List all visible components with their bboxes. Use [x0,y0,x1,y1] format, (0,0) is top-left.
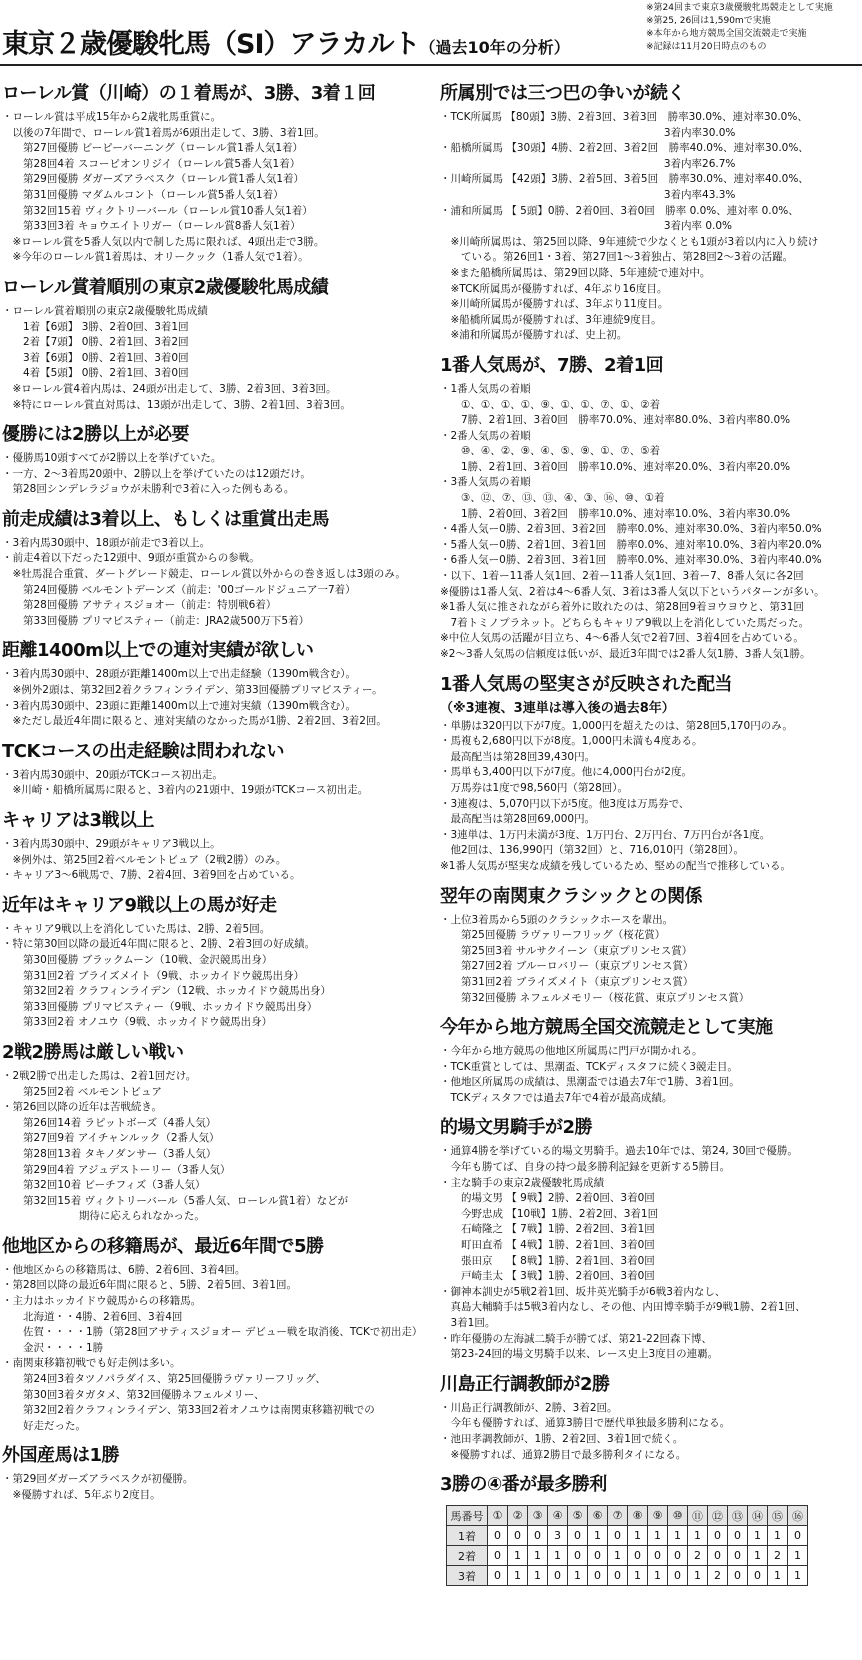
count-cell: 0 [488,1526,508,1546]
count-cell: 0 [588,1566,608,1586]
text-line: ・特に第30回以降の最近4年間に限ると、2勝、2着3回の好成績。 [2,938,316,951]
table-row [447,1566,808,1586]
text-line: 第32回15着 ヴィクトリーバール（5番人気、ローレル賞1着）などが [2,1194,349,1207]
section [2,1235,428,1435]
section [440,354,860,663]
section [2,639,428,729]
count-cell: 1 [768,1526,788,1546]
text-line: ※川崎所属馬は、第25回以降、9年連続で少なくとも1頭が3着以内に入り続け [440,235,819,248]
count-cell: 0 [568,1546,588,1566]
count-cell: 0 [548,1566,568,1586]
text-line: ①、①、①、①、⑨、①、①、⑦、①、②着 [440,398,661,411]
text-line: ※ローレル賞4着内馬は、24頭が出走して、3勝、2着3回、3着3回。 [2,382,337,395]
text-line: ※例外2頭は、第32回2着クラフィンライデン、第33回優勝プリマビスティー。 [2,684,383,697]
gate-number-header: ⑩ [668,1506,688,1526]
text-line: ・第29回ダガーズアラベスクが初優勝。 [2,1473,194,1486]
gate-number-header: ⑦ [608,1506,628,1526]
gate-count-table [446,1505,808,1586]
text-line: ・以下、1着ー11番人気1回、2着ー11番人気1回、3着ー7、8番人気に各2回 [440,570,804,583]
text-line: ・船橋所属馬 【30頭】4勝、2着2回、3着2回 勝率40.0%、連対率30.0%、 [440,142,809,155]
count-cell: 0 [708,1546,728,1566]
text-line: 石崎隆之 【 7戦】1勝、2着2回、3着1回 [440,1223,655,1236]
count-cell: 1 [588,1526,608,1546]
count-cell: 1 [548,1546,568,1566]
count-cell: 1 [508,1566,528,1586]
count-cell: 0 [528,1526,548,1546]
table-body [447,1526,808,1586]
count-cell: 1 [568,1566,588,1586]
text-line: ・3着内馬30頭中、20頭がTCKコース初出走。 [2,768,223,781]
count-cell: 1 [688,1526,708,1546]
section-heading: 外国産馬は1勝 [2,1445,120,1467]
text-line: ・池田孝調教師が、1勝、2着2回、3着1回で続く。 [440,1432,684,1445]
count-cell: 0 [668,1566,688,1586]
count-cell: 0 [608,1526,628,1546]
count-cell: 0 [568,1526,588,1546]
text-line: ・他地区からの移籍馬は、6勝、2着6回、3着4回。 [2,1263,246,1276]
text-line: ※例外は、第25回2着ベルモントビュア（2戦2勝）のみ。 [2,853,287,866]
title-main: 東京２歳優駿牝馬（SI）アラカルト [2,29,420,60]
title-sub: （過去10年の分析） [419,38,570,57]
text-line: ※川崎所属馬が優勝すれば、3年ぶり11度目。 [440,298,669,311]
count-cell: 1 [528,1566,548,1586]
count-cell: 0 [748,1566,768,1586]
section [440,1373,860,1463]
text-line: ※川崎・船橋所属馬に限ると、3着内の21頭中、19頭がTCKコース初出走。 [2,784,369,797]
count-cell: 0 [788,1526,808,1546]
text-line: 第30回優勝 ブラックムーン（10戦、金沢競馬出身） [2,953,273,966]
text-line: 1着【6頭】 3勝、2着0回、3着1回 [2,320,189,333]
section [2,894,428,1031]
count-cell: 0 [728,1566,748,1586]
text-line: 第24回優勝 ベルモントデーンズ（前走：'00ゴールドジュニア一7着） [2,583,356,596]
text-line: 真島大輔騎手は5戦3着内なし、その他、内田博幸騎手が9戦1勝、2着1回、 [440,1301,806,1314]
text-line: 第31回2着 ブライズメイト（9戦、ホッカイドウ競馬出身） [2,969,305,982]
text-line: 第25回優勝 ラヴァリーフリッグ（桜花賞） [440,929,666,942]
gate-number-header: ⑮ [768,1506,788,1526]
text-line: 3着内率30.0% [440,126,736,139]
text-line: ・第26回以降の近年は苦戦続き。 [2,1101,162,1114]
text-line: 第30回3着タガタメ、第32回優勝ネフェルメリー、 [2,1388,265,1401]
text-line: ・第28回以降の最近6年間に限ると、5勝、2着5回、3着1回。 [2,1279,297,1292]
text-line: ・3連単は、1万円未満が3度、1万円台、2万円台、7万円台が各1度。 [440,828,771,841]
text-line: ・川島正行調教師が、2勝、3着2回。 [440,1401,618,1414]
section-heading: 川島正行調教師が2勝 [440,1373,610,1395]
count-cell: 2 [708,1566,728,1586]
table-header-row [447,1506,808,1526]
text-line: 第28回シンデレラジョウが未勝利で3着に入った例もある。 [2,483,295,496]
text-line: ・2戦2勝で出走した馬は、2着1回だけ。 [2,1069,197,1082]
section-heading: 前走成績は3着以上、もしくは重賞出走馬 [2,508,330,530]
text-line: ・3着内馬30頭中、18頭が前走で3着以上。 [2,536,211,549]
section-heading: ローレル賞着順別の東京2歳優駿牝馬成績 [2,276,329,298]
table-row [447,1546,808,1566]
text-line: ・馬単も3,400円以下が7度。他に4,000円台が2度。 [440,766,692,779]
text-line: ・3着内馬30頭中、29頭がキャリア3戦以上。 [2,838,221,850]
text-line: 他2回は、136,990円（第32回）と、716,010円（第28回）。 [440,844,744,857]
count-cell: 1 [528,1546,548,1566]
count-cell: 3 [548,1526,568,1546]
gate-number-header: ⑬ [728,1506,748,1526]
text-line: 佐賀・・・・1勝（第28回アサティスジョオー デビュー戦を取消後、TCKで初出走） [2,1326,423,1339]
section-heading: 優勝には2勝以上が必要 [2,424,190,446]
text-line: ・一方、2〜3着馬20頭中、2勝以上を挙げていたのは12頭だけ。 [2,467,311,480]
right-sections [440,82,860,1463]
count-cell: 1 [508,1546,528,1566]
text-line: ・主力はホッカイドウ競馬からの移籍馬。 [2,1295,202,1308]
text-line: ・上位3着馬から5頭のクラシックホースを輩出。 [440,913,674,926]
text-line: 第31回2着 ブライズメイト（東京プリンセス賞） [440,975,694,988]
text-line: 今年も勝てば、自身の持つ最多勝利記録を更新する5勝目。 [440,1161,731,1174]
text-line: 最高配当は第28回69,000円。 [440,813,596,826]
table-row [447,1526,808,1546]
count-cell: 0 [488,1546,508,1566]
text-line: 第29回優勝 ダガーズアラベスク（ローレル賞1番人気1着） [2,173,305,186]
count-cell: 0 [508,1526,528,1546]
text-line: ③、⑫、⑦、⑬、⑬、④、③、⑯、⑩、①着 [440,492,665,505]
text-line: ※2〜3番人気馬の信頼度は低いが、最近3年間では2番人気1勝、3番人気1勝。 [440,648,811,660]
text-line: ・キャリア9戦以上を消化していた馬は、2勝、2着5回。 [2,922,271,935]
count-cell: 1 [768,1566,788,1586]
count-cell: 1 [608,1546,628,1566]
count-cell: 0 [488,1566,508,1586]
text-line: 町田直希 【 4戦】1勝、2着1回、3着0回 [440,1239,655,1252]
text-line: 張田京 【 8戦】1勝、2着1回、3着0回 [440,1254,655,1267]
text-line: 第33回優勝 プリマビスティー（9戦、ホッカイドウ競馬出身） [2,1000,318,1013]
text-line: ・御神本訓史が5戦2着1回、坂井英光騎手が6戦3着内なし、 [440,1285,726,1298]
section [2,1041,428,1225]
text-line: 第29回4着 アジュデストーリー（3番人気） [2,1163,231,1176]
gate-number-header: ⑫ [708,1506,728,1526]
row-label: 3着 [447,1566,488,1586]
text-line: ※牡馬混合重賞、ダートグレード競走、ローレル賞以外からの巻き返しは3頭のみ。 [2,568,406,581]
count-cell: 0 [588,1546,608,1566]
text-line: ・馬複も2,680円以下が8度。1,000円未満も4度ある。 [440,735,703,748]
count-cell: 0 [628,1546,648,1566]
text-line: ・ローレル賞は平成15年から2歳牝馬重賞に。 [2,111,222,123]
text-line: 第24回3着タツノパラダイス、第25回優勝ラヴァリーフリッグ、 [2,1373,326,1386]
gate-number-header: ⑯ [788,1506,808,1526]
section [2,740,428,799]
section-heading: 翌年の南関東クラシックとの関係 [440,885,703,907]
section-heading: 近年はキャリア9戦以上の馬が好走 [2,894,277,916]
gate-section [440,1473,860,1586]
text-line: ・主な騎手の東京2歳優駿牝馬成績 [440,1176,605,1189]
section-heading: TCKコースの出走経験は問われない [2,740,285,762]
right-column [440,82,860,1596]
count-cell: 1 [688,1566,708,1586]
text-line: ・3着内馬30頭中、28頭が距離1400m以上で出走経験（1390m戦含む）。 [2,668,357,681]
text-line: ・TCK重賞としては、黒潮盃、TCKディスタフに続く3競走目。 [440,1060,738,1073]
section-heading: 1番人気馬が、7勝、2着1回 [440,354,664,376]
section-heading: ローレル賞（川崎）の１着馬が、3勝、3着１回 [2,83,376,104]
count-cell: 1 [648,1566,668,1586]
section [2,276,428,413]
text-line: ・6番人気ー0勝、2着3回、3着1回 勝率0.0%、連対率30.0%、3着内率40.0% [440,554,822,567]
text-line: 3着【6頭】 0勝、2着1回、3着0回 [2,351,189,364]
count-cell: 2 [688,1546,708,1566]
section-heading: 3勝の④番が最多勝利 [440,1474,607,1496]
text-line: ※TCK所属馬が優勝すれば、4年ぶり16度目。 [440,282,668,295]
text-line: 第32回2着 クラフィンライデン（12戦、ホッカイドウ競馬出身） [2,985,332,998]
text-line: 戸崎圭太 【 3戦】1勝、2着0回、3着0回 [440,1270,655,1283]
section [2,508,428,630]
text-line: ※中位人気馬の活躍が目立ち、4〜6番人気で2着7回、3着4回を占めている。 [440,632,804,645]
text-line: ・3番人気馬の着順 [440,476,531,489]
text-line: 第27回優勝 ビーピーバーニング（ローレル賞1番人気1着） [2,142,304,155]
text-line: 第32回2着クラフィンライデン、第33回2着オノユウは南関東移籍初戦での [2,1404,375,1417]
gate-number-header: ⑥ [588,1506,608,1526]
text-line: TCKディスタフでは過去7年で4着が最高成績。 [440,1091,673,1104]
text-line: 的場文男 【 9戦】2勝、2着0回、3着0回 [440,1192,655,1205]
section-heading: 今年から地方競馬全国交流競走として実施 [440,1017,773,1039]
text-line: 金沢・・・・1勝 [2,1341,104,1354]
count-cell: 1 [748,1546,768,1566]
text-line: 第31回優勝 マダムルコント（ローレル賞5番人気1着） [2,188,284,201]
count-cell: 2 [768,1546,788,1566]
gate-number-header: ⑨ [648,1506,668,1526]
text-line: ・前走4着以下だった12頭中、9頭が重賞からの参戦。 [2,552,260,565]
section-heading: 距離1400m以上での連対実績が欲しい [2,640,314,662]
count-cell: 1 [788,1566,808,1586]
count-cell: 1 [668,1526,688,1546]
text-line: ※1番人気馬が堅実な成績を残しているため、堅めの配当で推移している。 [440,859,792,872]
text-line: 第25回2着 ベルモントビュア [2,1085,162,1098]
text-line: 第33回2着 オノユウ（9戦、ホッカイドウ競馬出身） [2,1016,273,1029]
text-line: ・ローレル賞着順別の東京2歳優駿牝馬成績 [2,304,208,317]
text-line: ・5番人気ー0勝、2着1回、3着1回 勝率0.0%、連対率10.0%、3着内率20.0% [440,538,822,551]
gate-number-header: ⑤ [568,1506,588,1526]
text-line: ・優勝馬10頭すべてが2勝以上を挙げていた。 [2,452,222,465]
page-title [2,22,570,61]
text-line: 以後の7年間で、ローレル賞1着馬が6頭出走して、3勝、3着1回。 [2,126,325,139]
section [440,1116,860,1362]
text-line: 第25回3着 サルサクイーン（東京プリンセス賞） [440,944,693,957]
text-line: ※今年のローレル賞1着馬は、オリークック（1番人気で1着）。 [2,251,309,264]
text-line: 第27回2着 ブルーロバリー（東京プリンセス賞） [440,960,694,973]
text-line: ・通算4勝を挙げている的場文男騎手。過去10年では、第24, 30回で優勝。 [440,1145,798,1158]
text-line: 最高配当は第28回39,430円。 [440,750,596,763]
text-line: ※船橋所属馬が優勝すれば、3年連続9度目。 [440,313,662,326]
text-line: ・昨年優勝の左海誠二騎手が勝てば、第21-22回森下博、 [440,1332,713,1345]
text-line: 7着トミノプラネット。どちらもキャリア9戦以上を消化していた馬だった。 [440,616,810,629]
text-line: 1勝、2着0回、3着2回 勝率10.0%、連対率10.0%、3着内率30.0% [440,507,791,520]
text-line: ・TCK所属馬 【80頭】3勝、2着3回、3着3回 勝率30.0%、連対率30.0%、 [440,111,808,123]
text-line: 今野忠成 【10戦】1勝、2着2回、3着1回 [440,1207,659,1220]
section-heading: 1番人気馬の堅実さが反映された配当 [440,673,733,695]
count-cell: 1 [648,1526,668,1546]
text-line: 3着内率26.7% [440,157,736,170]
left-column [2,82,428,1514]
text-line: 7勝、2着1回、3着0回 勝率70.0%、連対率80.0%、3着内率80.0% [440,414,791,427]
count-cell: 0 [708,1526,728,1546]
text-line: ・南関東移籍初戦でも好走例は多い。 [2,1357,181,1370]
text-line: ※また船橋所属馬は、第29回以降、5年連続で連対中。 [440,266,711,279]
gate-number-header: ⑧ [628,1506,648,1526]
text-line: 第33回優勝 プリマビスティー（前走：JRA2歳500万下5着） [2,614,310,627]
text-line: ※浦和所属馬が優勝すれば、史上初。 [440,329,628,342]
gate-number-header: ① [488,1506,508,1526]
text-line: 期待に応えられなかった。 [2,1210,205,1223]
section [2,809,428,884]
text-line: ※1番人気に推されながら着外に敗れたのは、第28回9着ヨウヨウと、第31回 [440,601,804,614]
text-line: 第32回優勝 ネフェルメモリー（桜花賞、東京プリンセス賞） [440,991,750,1004]
section [2,423,428,498]
count-cell: 1 [748,1526,768,1546]
text-line: ※優勝すれば、通算2勝目で最多勝利タイになる。 [440,1448,687,1461]
text-line: ※ローレル賞を5番人気以内で制した馬に限れば、4頭出走で3勝。 [2,235,325,248]
count-cell: 0 [728,1546,748,1566]
text-line: 第23-24回的場文男騎手以来、レース史上3度目の連覇。 [440,1348,719,1361]
header-notes [646,2,833,54]
header-note: ※第25, 26回は1,590mで実施 [646,16,771,26]
count-cell: 1 [788,1546,808,1566]
text-line: ・単勝は320円以下が7度。1,000円を超えたのは、第28回5,170円のみ。 [440,719,793,732]
gate-number-header: ② [508,1506,528,1526]
count-cell: 1 [628,1566,648,1586]
text-line: 第28回13着 タキノダンサー（3番人気） [2,1147,217,1160]
text-line: ・2番人気馬の着順 [440,429,531,442]
row-label: 2着 [447,1546,488,1566]
text-line: 第27回9着 アイチャンルック（2番人気） [2,1132,220,1145]
text-line: ・1番人気馬の着順 [440,382,531,395]
text-line: 4着【5頭】 0勝、2着1回、3着0回 [2,367,189,380]
text-line: ・3着内馬30頭中、23頭に距離1400m以上で連対実績（1390m戦含む）。 [2,699,357,712]
text-line: 今年も優勝すれば、通算3勝目で歴代単独最多勝利になる。 [440,1417,731,1430]
text-line: ・今年から地方競馬の他地区所属馬に門戸が開かれる。 [440,1045,703,1058]
text-line: ※優勝は1番人気、2着は4〜6番人気、3着は3番人気以下というパターンが多い。 [440,585,825,598]
text-line: ・4番人気ー0勝、2着3回、3着2回 勝率0.0%、連対率30.0%、3着内率50.0% [440,523,822,536]
header-note: ※第24回まで東京3歳優駿牝馬競走として実施 [646,3,833,13]
count-cell: 1 [628,1526,648,1546]
text-line: 第32回10着 ビーチフィズ（3番人気） [2,1179,206,1192]
text-line: ※特にローレル賞直対馬は、13頭が出走して、3勝、2着1回、3着3回。 [2,398,351,411]
section-heading: キャリアは3戦以上 [2,810,155,831]
section [440,82,860,344]
section-heading: 2戦2勝馬は厳しい戦い [2,1041,184,1063]
section-heading: 的場文男騎手が2勝 [440,1117,593,1139]
gate-number-header: ⑭ [748,1506,768,1526]
row-label: 1着 [447,1526,488,1546]
text-line: 3着1回。 [440,1317,496,1329]
text-line: ・浦和所属馬 【 5頭】0勝、2着0回、3着0回 勝率 0.0%、連対率 0.0%、 [440,204,799,217]
header-note: ※本年から地方競馬全国交流競走で実施 [646,29,807,39]
count-cell: 0 [728,1526,748,1546]
gate-number-header: ④ [548,1506,568,1526]
section [440,1016,860,1106]
text-line: 第28回優勝 アサティスジョオー（前走：特別戦6着） [2,599,277,612]
section [2,82,428,266]
section [2,1444,428,1503]
text-line: 第32回15着 ヴィクトリーバール（ローレル賞10番人気1着） [2,204,313,217]
text-line: ※優勝すれば、5年ぶり2度目。 [2,1489,161,1501]
text-line: ・他地区所属馬の成績は、黒潮盃では過去7年で1勝、3着1回。 [440,1076,740,1089]
text-line: 2着【7頭】 0勝、2着1回、3着2回 [2,336,189,349]
section-heading: 所属別では三つ巴の争いが続く [440,83,685,104]
text-line: ⑩、④、②、⑨、④、⑤、⑨、①、⑦、⑤着 [440,445,661,458]
header-divider [0,64,862,66]
section-subheading: （※3連複、3連単は導入後の過去8年） [440,700,675,716]
text-line: 第33回3着 キョウエイトリガー（ローレル賞8番人気1着） [2,220,301,233]
count-cell: 0 [608,1566,628,1586]
text-line: 3着内率 0.0% [440,220,733,233]
header-note: ※記録は11月20日時点のもの [646,42,767,52]
text-line: 1勝、2着1回、3着0回 勝率10.0%、連対率20.0%、3着内率20.0% [440,460,791,473]
section [440,885,860,1007]
count-cell: 0 [668,1546,688,1566]
count-cell: 0 [648,1546,668,1566]
header [0,0,862,62]
table-corner: 馬番号 [447,1506,488,1526]
text-line: ・川崎所属馬 【42頭】3勝、2着5回、3着5回 勝率30.0%、連対率40.0%、 [440,173,809,186]
section-heading: 他地区からの移籍馬が、最近6年間で5勝 [2,1235,324,1257]
text-line: 3着内率43.3% [440,188,736,201]
text-line: ている。第26回1・3着、第27回1〜3着独占、第28回2〜3着の活躍。 [440,251,794,264]
gate-number-header: ③ [528,1506,548,1526]
text-line: 第26回14着 ラピットボーズ（4番人気） [2,1116,217,1129]
text-line: 第28回4着 スコーピオンリジイ（ローレル賞5番人気1着） [2,157,301,170]
text-line: ※ただし最近4年間に限ると、連対実績のなかった馬が1勝、2着2回、3着2回。 [2,715,387,728]
text-line: 好走だった。 [2,1419,86,1432]
section [440,673,860,875]
text-line: 北海道・・4勝、2着6回、3着4回 [2,1310,183,1323]
gate-number-header: ⑪ [688,1506,708,1526]
text-line: ・3連複は、5,070円以下が5度。他3度は万馬券で、 [440,797,690,810]
text-line: 万馬券は1度で98,560円（第28回）。 [440,781,629,794]
text-line: ・キャリア3〜6戦馬で、7勝、2着4回、3着9回を占めている。 [2,869,301,882]
